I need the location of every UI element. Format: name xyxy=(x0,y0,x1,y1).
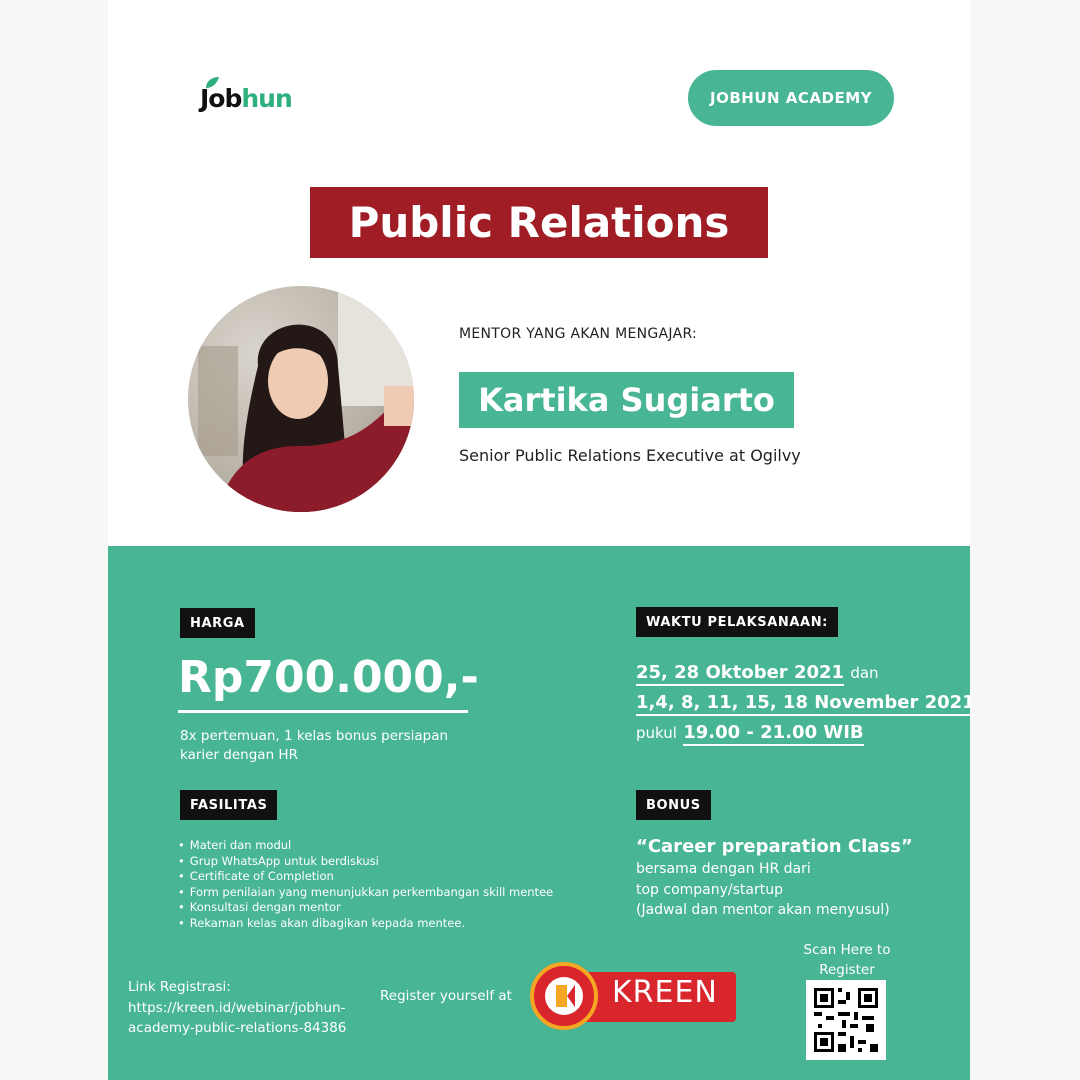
list-item: • Certificate of Completion xyxy=(178,869,553,885)
pukul-text: pukul xyxy=(636,724,677,742)
time-value: 19.00 - 21.00 WIB xyxy=(683,722,863,746)
schedule-dates-2 xyxy=(636,692,975,713)
bonus-title: “Career preparation Class” xyxy=(636,836,913,857)
price-desc-line2: karier dengan HR xyxy=(180,747,298,763)
schedule-time xyxy=(636,722,864,743)
list-item: • Grup WhatsApp untuk berdiskusi xyxy=(178,854,553,870)
mentor-name: Kartika Sugiarto xyxy=(459,372,794,428)
bonus-line3: (Jadwal dan mentor akan menyusul) xyxy=(636,902,890,918)
course-title: Public Relations xyxy=(310,187,768,258)
bonus-line2: top company/startup xyxy=(636,881,783,898)
academy-badge: JOBHUN ACADEMY xyxy=(688,70,894,126)
november-dates: 1,4, 8, 11, 15, 18 November 2021 xyxy=(636,692,975,716)
logo-job: Job xyxy=(200,84,242,113)
list-item: • Form penilaian yang menunjukkan perkembangan skill mentee xyxy=(178,885,553,901)
schedule-dates-1 xyxy=(636,662,879,683)
price-underline xyxy=(178,710,468,713)
price-value: Rp700.000,- xyxy=(178,652,479,703)
registration-link[interactable] xyxy=(128,977,378,1039)
register-at-text: Register yourself at xyxy=(380,988,512,1004)
mentor-label: MENTOR YANG AKAN MENGAJAR: xyxy=(459,326,698,342)
facilities-list xyxy=(178,838,553,932)
mentor-photo xyxy=(188,286,414,512)
list-item: • Materi dan modul xyxy=(178,838,553,854)
kreen-logo[interactable] xyxy=(530,962,736,1030)
kreen-k-icon xyxy=(545,977,583,1015)
october-dates: 25, 28 Oktober 2021 xyxy=(636,662,844,686)
registration-url-2[interactable]: academy-public-relations-84386 xyxy=(128,1020,347,1036)
logo-hun: hun xyxy=(241,84,292,113)
facilities-tag: FASILITAS xyxy=(180,790,277,820)
mentor-role: Senior Public Relations Executive at Ogilvy xyxy=(459,446,801,465)
price-desc-line1: 8x pertemuan, 1 kelas bonus persiapan xyxy=(180,728,449,744)
bonus-line1: bersama dengan HR dari xyxy=(636,861,811,877)
scan-instruction xyxy=(798,940,896,980)
registration-label: Link Registrasi: xyxy=(128,979,231,995)
kreen-circle xyxy=(530,962,598,1030)
price-tag: HARGA xyxy=(180,608,255,638)
registration-url-1[interactable]: https://kreen.id/webinar/jobhun- xyxy=(128,999,346,1016)
bonus-description xyxy=(636,859,890,921)
list-item: • Rekaman kelas akan dibagikan kepada mentee. xyxy=(178,916,553,932)
kreen-label: KREEN xyxy=(612,975,718,1010)
bonus-tag: BONUS xyxy=(636,790,711,820)
jobhun-logo[interactable] xyxy=(200,78,310,118)
list-item: • Konsultasi dengan mentor xyxy=(178,900,553,916)
scan-line2: Register xyxy=(819,962,875,978)
qr-code-icon xyxy=(806,980,886,1060)
scan-line1: Scan Here to xyxy=(803,942,891,958)
qr-code[interactable] xyxy=(806,980,886,1060)
kreen-inner xyxy=(545,977,583,1015)
mentor-portrait-image xyxy=(188,286,414,512)
price-description xyxy=(180,727,480,765)
schedule-tag: WAKTU PELAKSANAAN: xyxy=(636,607,838,637)
dan-text: dan xyxy=(850,664,879,682)
logo-text xyxy=(200,84,292,113)
